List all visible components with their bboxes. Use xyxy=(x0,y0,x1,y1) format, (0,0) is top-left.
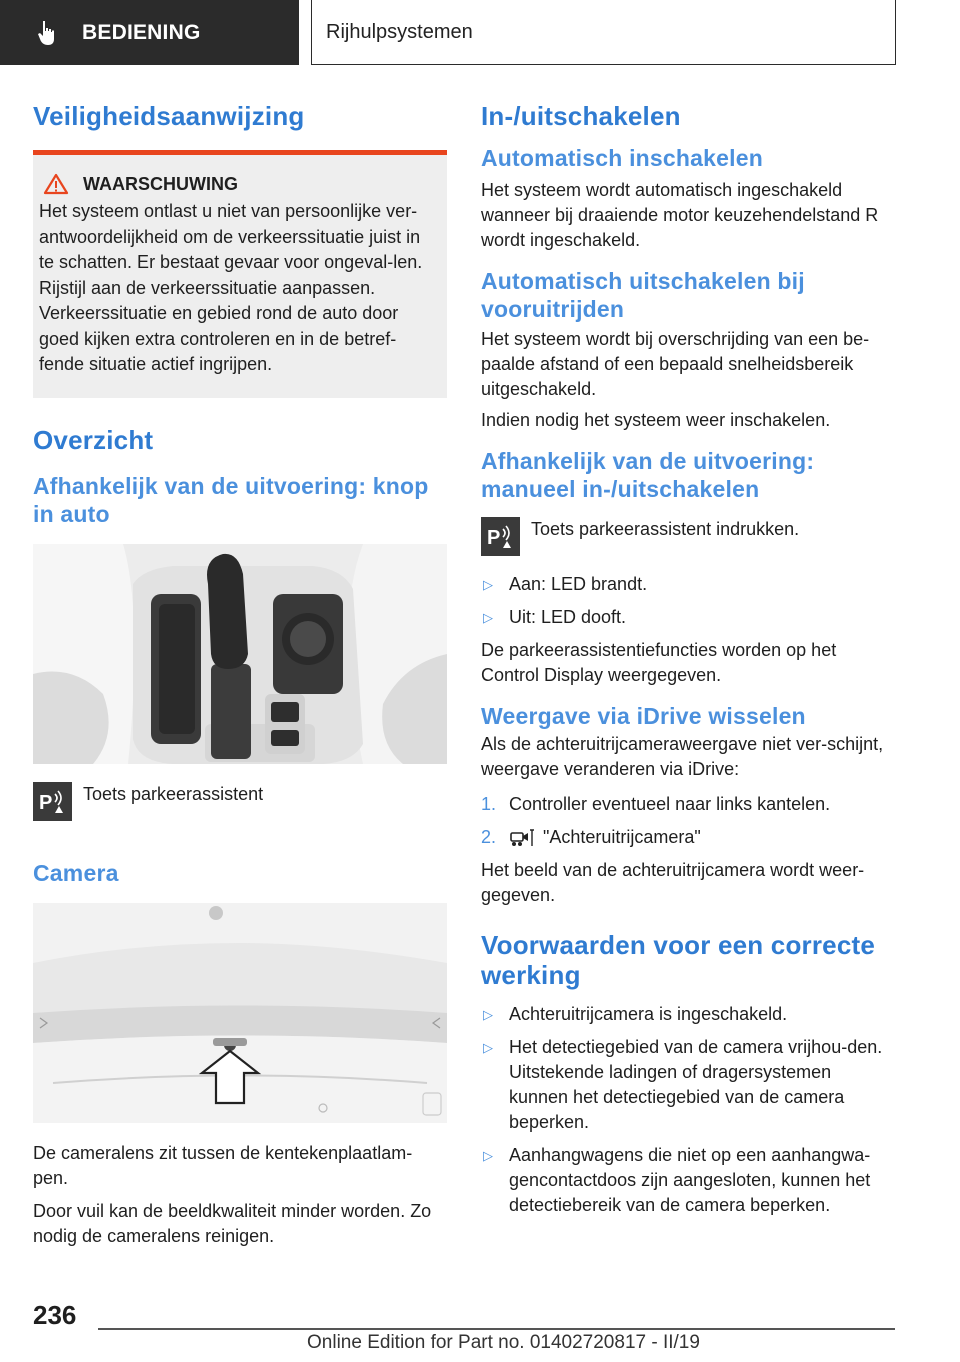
manual-caption-row xyxy=(481,517,895,556)
chapter-title: Rijhulpsystemen xyxy=(326,20,473,43)
park-assist-icon xyxy=(481,517,520,556)
warning-box xyxy=(33,150,447,398)
section-tab xyxy=(0,0,299,65)
list-item: ▷ Uit: LED dooft. xyxy=(481,605,895,630)
subheading-auto-off: Automatisch uitschakelen bij vooruitrijden xyxy=(481,268,805,322)
heading-requirements: Voorwaarden voor een correcte werking xyxy=(481,930,876,990)
triangle-bullet-icon: ▷ xyxy=(483,610,493,625)
camera-photo xyxy=(33,903,447,1123)
manual-caption: Toets parkeerassistent indrukken. xyxy=(531,519,800,539)
idrive-result: Het beeld van de achteruitrijcamera wordt weer-gegeven. xyxy=(481,860,865,905)
heading-safety: Veiligheidsaanwijzing xyxy=(33,101,305,131)
list-item: 2. "Achteruitrijcamera" xyxy=(481,827,701,847)
console-photo xyxy=(33,544,447,764)
button-caption-row xyxy=(33,782,447,821)
triangle-bullet-icon: ▷ xyxy=(483,1007,493,1022)
auto-on-text: Het systeem wordt automatisch ingeschakeld wanneer bij draaiende motor keuzehendelstand R wordt ingeschakeld. xyxy=(481,180,879,250)
svg-text:P: P xyxy=(39,791,53,814)
subheading-manual: Afhankelijk van de uitvoering: manueel in-/uitschakelen xyxy=(481,448,815,502)
idrive-text: Als de achteruitrijcameraweergave niet ver-schijnt, weergave veranderen via iDrive: xyxy=(481,734,884,779)
triangle-bullet-icon: ▷ xyxy=(483,1148,493,1163)
rear-camera-icon xyxy=(509,827,537,849)
edition-text: Online Edition for Part no. 01402720817 - II/19 xyxy=(307,1332,700,1353)
hand-icon xyxy=(36,19,60,47)
heading-overview: Overzicht xyxy=(33,424,154,455)
list-item: 1. Controller eventueel naar links kantelen. xyxy=(481,794,831,814)
subheading-idrive: Weergave via iDrive wisselen xyxy=(481,703,806,729)
chapter-box xyxy=(311,0,896,65)
auto-off-text-2: Indien nodig het systeem weer inschakelen. xyxy=(481,410,831,430)
heading-onoff: In-/uitschakelen xyxy=(481,101,681,131)
camera-text-2: Door vuil kan de beeldkwaliteit minder worden. Zo nodig de cameralens reinigen. xyxy=(33,1200,432,1246)
list-item: ▷ Het detectiegebied van de camera vrijhou-den. Uitstekende ladingen of dragersystemen kunnen het detectiegebied van de camera beperken. xyxy=(481,1035,895,1135)
triangle-bullet-icon: ▷ xyxy=(483,1040,493,1055)
camera-image xyxy=(33,903,447,1123)
button-caption: Toets parkeerassistent xyxy=(83,783,264,804)
warning-header xyxy=(39,173,440,195)
console-image xyxy=(33,544,447,764)
list-item: ▷ Aanhangwagens die niet op een aanhangwa-gencontactdoos zijn aangesloten, kunnen het detectiebereik van de camera beperken. xyxy=(481,1143,895,1218)
auto-off-text: Het systeem wordt bij overschrijding van een be-paalde afstand of een bepaald snelheidsbereik uitgeschakeld. xyxy=(481,329,870,399)
idrive-steps xyxy=(481,792,895,850)
list-item: ▷ Aan: LED brandt. xyxy=(481,572,895,597)
subheading-camera: Camera xyxy=(33,859,119,886)
subheading-auto-on: Automatisch inschakelen xyxy=(481,145,763,171)
manual-text: De parkeerassistentiefuncties worden op het Control Display weergegeven. xyxy=(481,640,837,685)
page-number: 236 xyxy=(33,1300,77,1330)
requirements-list xyxy=(481,1002,895,1218)
warning-text: Het systeem ontlast u niet van persoonlijke ver-antwoordelijkheid om de verkeerssituatie juist in te schatten. Er bestaat gevaar voor ongeval-len. Rijstijl aan de verkeerssituatie aanpassen. Verkeerssituatie en gebied rond de auto door goed kijken extra controleren en in de betref-fende situatie actief ingrijpen. xyxy=(39,201,423,374)
subheading-button: Afhankelijk van de uitvoering: knop in auto xyxy=(33,472,429,527)
left-column xyxy=(33,100,447,1249)
camera-text-1: De cameralens zit tussen de kentekenplaatlam-pen. xyxy=(33,1142,413,1188)
manual-list xyxy=(481,572,895,630)
svg-text:P: P xyxy=(487,527,501,549)
warning-icon xyxy=(43,173,69,195)
footer-divider xyxy=(98,1328,895,1330)
right-column xyxy=(481,100,895,1226)
triangle-bullet-icon: ▷ xyxy=(483,577,493,592)
warning-label: WAARSCHUWING xyxy=(83,173,238,194)
list-item: ▷ Achteruitrijcamera is ingeschakeld. xyxy=(481,1002,895,1027)
park-assist-icon xyxy=(33,782,72,821)
section-title: BEDIENING xyxy=(82,20,201,44)
